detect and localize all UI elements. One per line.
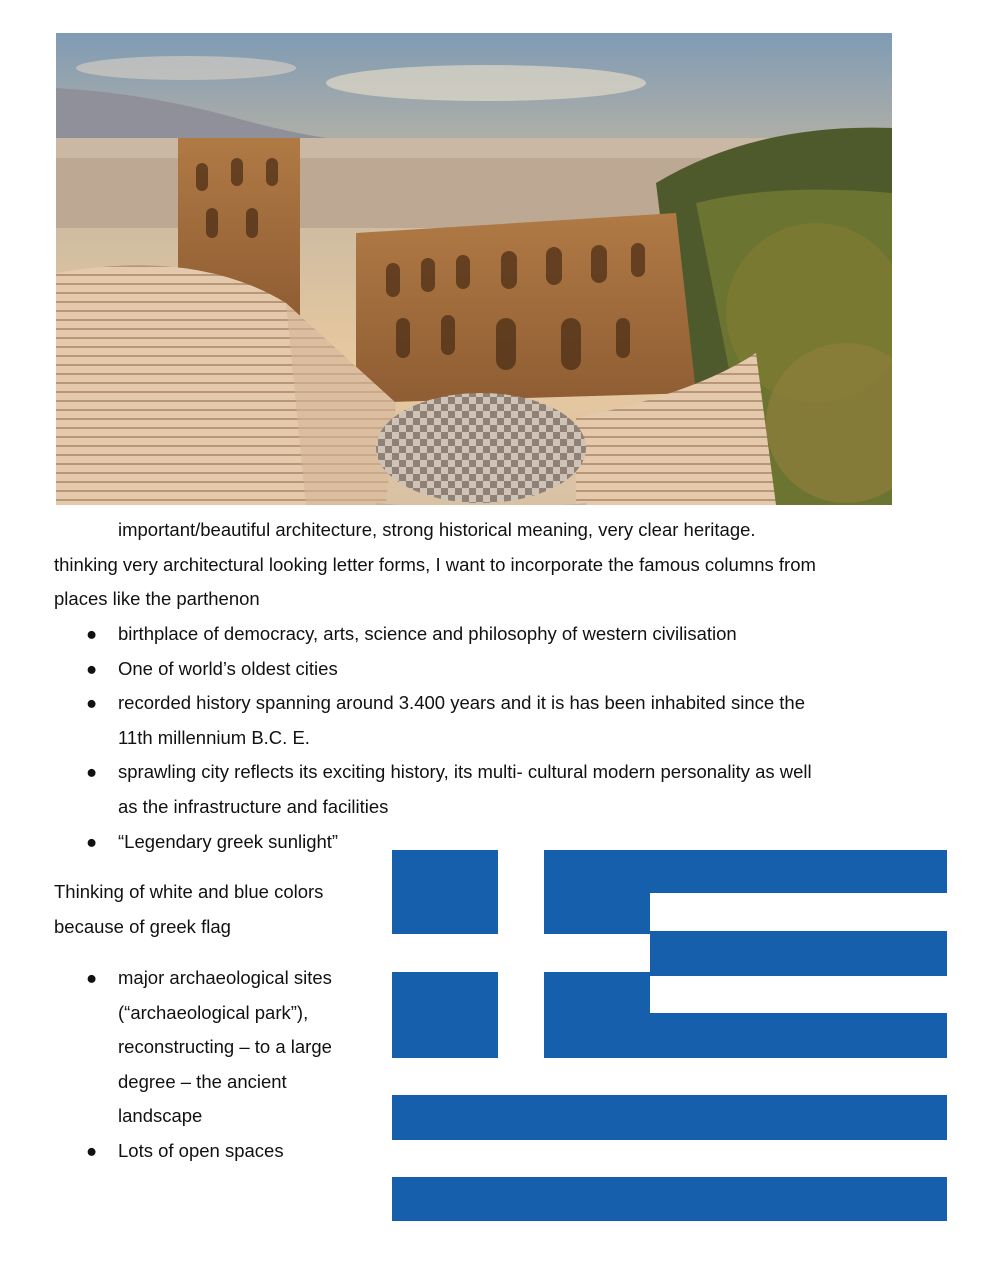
- bullet-marker: ●: [86, 967, 98, 988]
- flag-stripe: [392, 1095, 947, 1140]
- list-item-continuation: degree – the ancient: [118, 1071, 287, 1092]
- list-item-continuation: as the infrastructure and facilities: [118, 796, 389, 817]
- list-item: recorded history spanning around 3.400 years and it is has been inhabited since the: [118, 692, 806, 713]
- flag-stripe: [544, 850, 947, 893]
- flag-canton-square: [392, 850, 498, 934]
- flag-stripe: [650, 931, 947, 976]
- list-item: birthplace of democracy, arts, science and philosophy of western civilisation: [118, 623, 737, 644]
- bullet-marker: ●: [86, 623, 98, 644]
- bullet-marker: ●: [86, 1140, 98, 1161]
- intro-line-3: places like the parthenon: [54, 588, 260, 609]
- list-item: major archaeological sites: [118, 967, 332, 988]
- list-item: Lots of open spaces: [118, 1140, 284, 1161]
- flag-stripe: [392, 1177, 947, 1221]
- list-item-continuation: landscape: [118, 1105, 203, 1126]
- flag-canton-square: [392, 972, 498, 1058]
- intro-line-2: thinking very architectural looking letter forms, I want to incorporate the famous columns from: [54, 554, 816, 575]
- color-note-line-2: because of greek flag: [54, 916, 231, 937]
- list-item-continuation: (“archaeological park”),: [118, 1002, 309, 1023]
- odeon-athens-photo: [56, 33, 892, 505]
- greek-flag: [392, 850, 947, 1221]
- bullet-marker: ●: [86, 692, 98, 713]
- flag-stripe: [544, 1013, 947, 1058]
- list-item: One of world’s oldest cities: [118, 658, 338, 679]
- list-item: “Legendary greek sunlight”: [118, 831, 339, 852]
- bullet-marker: ●: [86, 761, 98, 782]
- bullet-marker: ●: [86, 831, 98, 852]
- list-item-continuation: reconstructing – to a large: [118, 1036, 332, 1057]
- bullet-marker: ●: [86, 658, 98, 679]
- list-item-continuation: 11th millennium B.C. E.: [118, 727, 310, 748]
- intro-line-1: important/beautiful architecture, strong historical meaning, very clear heritage.: [118, 519, 756, 540]
- color-note-line-1: Thinking of white and blue colors: [54, 881, 324, 902]
- list-item: sprawling city reflects its exciting history, its multi- cultural modern personality as well: [118, 761, 812, 782]
